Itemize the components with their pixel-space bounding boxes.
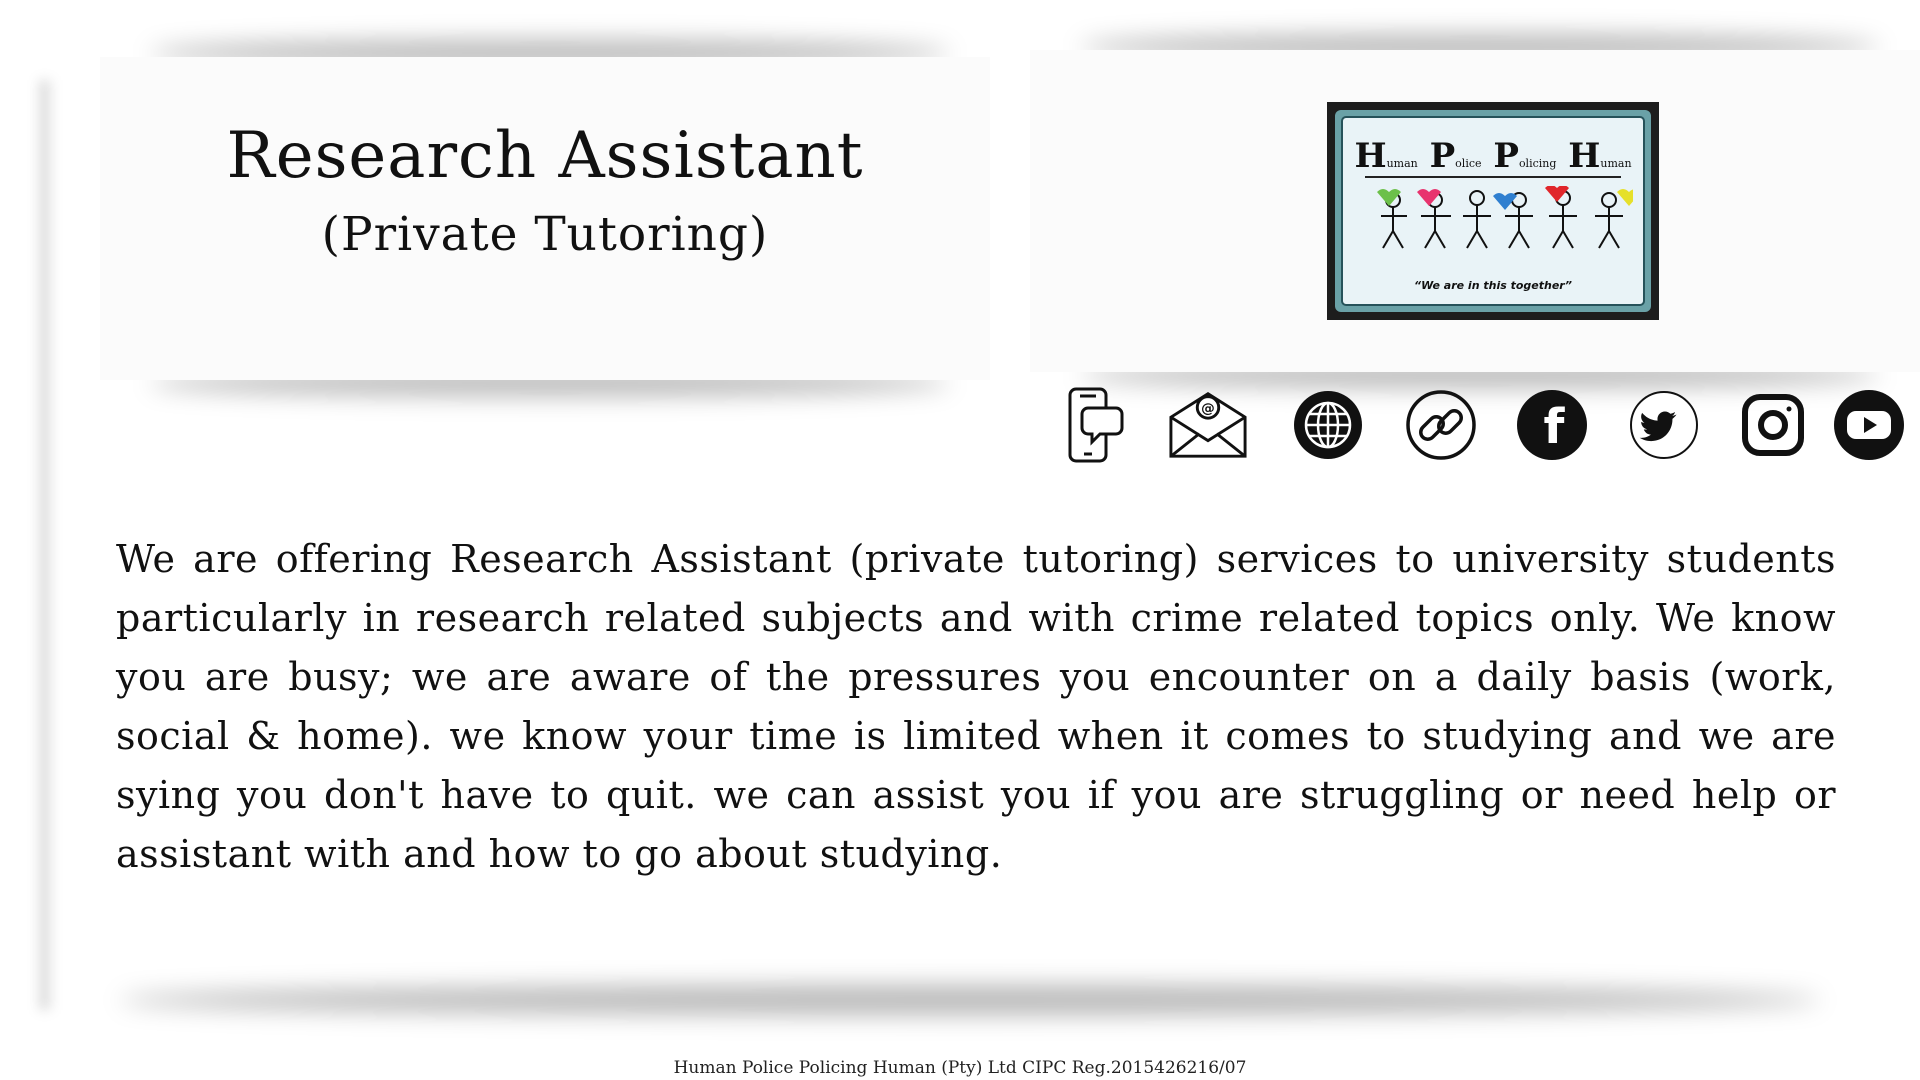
content-bottom-shadow — [120, 985, 1820, 1015]
logo-underline — [1365, 176, 1621, 178]
logo-wordmark: Human Police Policing Human — [1354, 136, 1632, 176]
link-icon[interactable] — [1401, 385, 1481, 465]
services-description: We are offering Research Assistant (private tutoring) services to university students particularly in research related subjects and with crime related topics only. We know you are busy; we are aware of the pressures you encounter on a daily basis (work, social & home). we know your time is limited when it comes to studying and we are sying you don't have to quit. we can assist you if you are struggling or need help or assistant with and how to go about studying. — [116, 537, 1836, 876]
title-card — [100, 57, 990, 380]
company-logo — [1327, 102, 1659, 320]
svg-text:f: f — [1543, 399, 1565, 455]
twitter-icon[interactable] — [1624, 385, 1704, 465]
logo-panel — [1341, 116, 1645, 306]
page-left-shadow — [40, 80, 54, 1010]
footer-company-registration: Human Police Policing Human (Pty) Ltd CIPC Reg.2015426216/07 — [673, 1058, 1247, 1078]
stick-figures-illustration — [1373, 186, 1633, 266]
instagram-icon[interactable] — [1733, 385, 1813, 465]
svg-text:@: @ — [1201, 400, 1215, 417]
email-icon[interactable] — [1168, 385, 1248, 465]
facebook-icon[interactable] — [1512, 385, 1592, 465]
page-title: Research Assistant — [226, 119, 864, 193]
youtube-icon[interactable] — [1829, 385, 1909, 465]
logo-border — [1335, 110, 1651, 312]
phone-chat-icon[interactable] — [1055, 385, 1135, 465]
globe-icon[interactable] — [1288, 385, 1368, 465]
logo-tagline: “We are in this together” — [1413, 279, 1573, 292]
page-subtitle: (Private Tutoring) — [321, 207, 769, 262]
